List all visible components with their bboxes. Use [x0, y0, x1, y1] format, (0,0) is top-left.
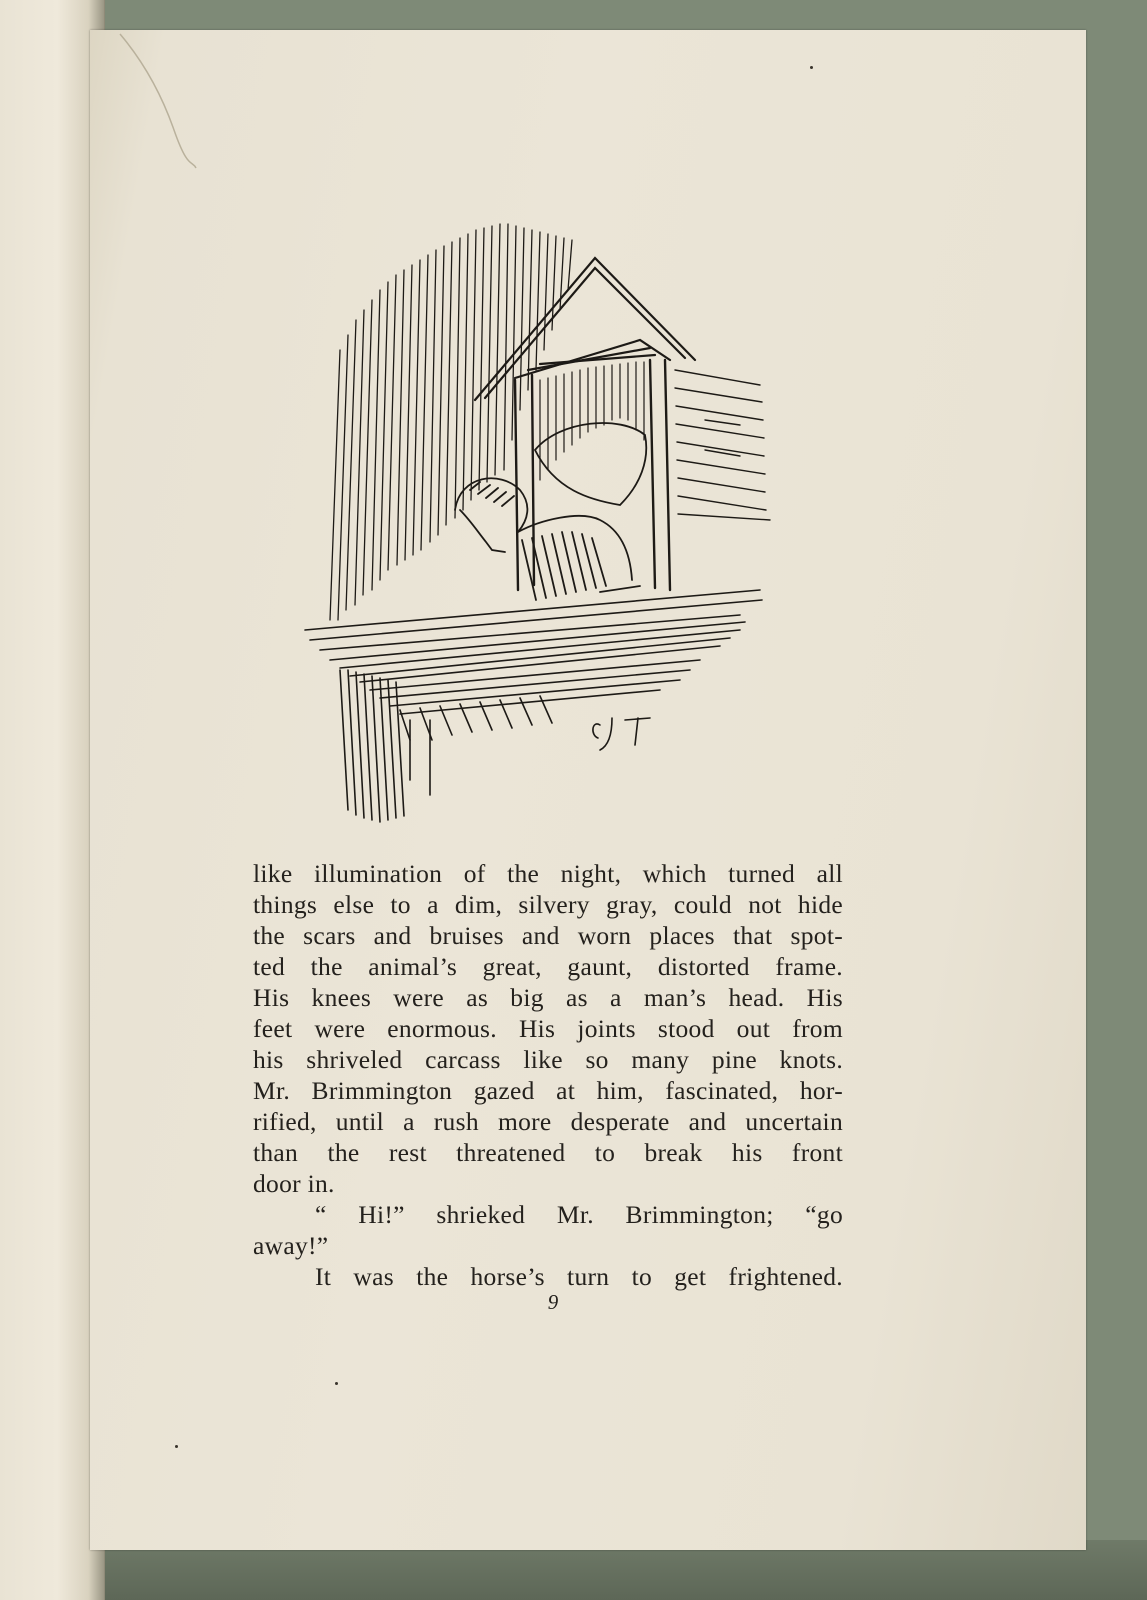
window-interior-shading [540, 362, 644, 480]
paper-speck [175, 1445, 178, 1448]
text-line: the scars and bruises and worn places that spot- [253, 921, 843, 950]
text-line: like illumination of the night, which turned all [253, 859, 843, 888]
text-line: His knees were as big as a man’s head. His [253, 983, 843, 1012]
ink-illustration-man-at-window [300, 220, 790, 840]
window-sill [305, 590, 762, 822]
text-line: than the rest threatened to break his front [253, 1138, 843, 1167]
paper-speck [335, 1382, 338, 1385]
window-frame [515, 360, 670, 590]
man-figure [455, 423, 646, 600]
dormer-roof [475, 258, 695, 400]
text-line: his shriveled carcass like so many pine knots. [253, 1045, 843, 1074]
text-line: door in. [253, 1169, 335, 1198]
text-line: things else to a dim, silvery gray, could not hide [253, 890, 843, 919]
page-number: 9 [547, 1290, 559, 1314]
house-siding [675, 370, 770, 520]
text-line: ted the animal’s great, gaunt, distorted frame. [253, 952, 843, 981]
text-line: feet were enormous. His joints stood out from [253, 1014, 843, 1043]
dialogue-line: away!” [253, 1231, 329, 1260]
artist-signature [593, 718, 650, 750]
dialogue-line: “ Hi!” shrieked Mr. Brimmington; “go [315, 1200, 843, 1229]
body-text [253, 858, 843, 1292]
paper-speck [810, 66, 813, 69]
text-line: rified, until a rush more desperate and uncertain [253, 1107, 843, 1136]
background-hatching [330, 224, 572, 620]
final-line: It was the horse’s turn to get frightened. [315, 1262, 843, 1291]
text-line: Mr. Brimmington gazed at him, fascinated, hor- [253, 1076, 843, 1105]
page-crease [112, 30, 202, 170]
